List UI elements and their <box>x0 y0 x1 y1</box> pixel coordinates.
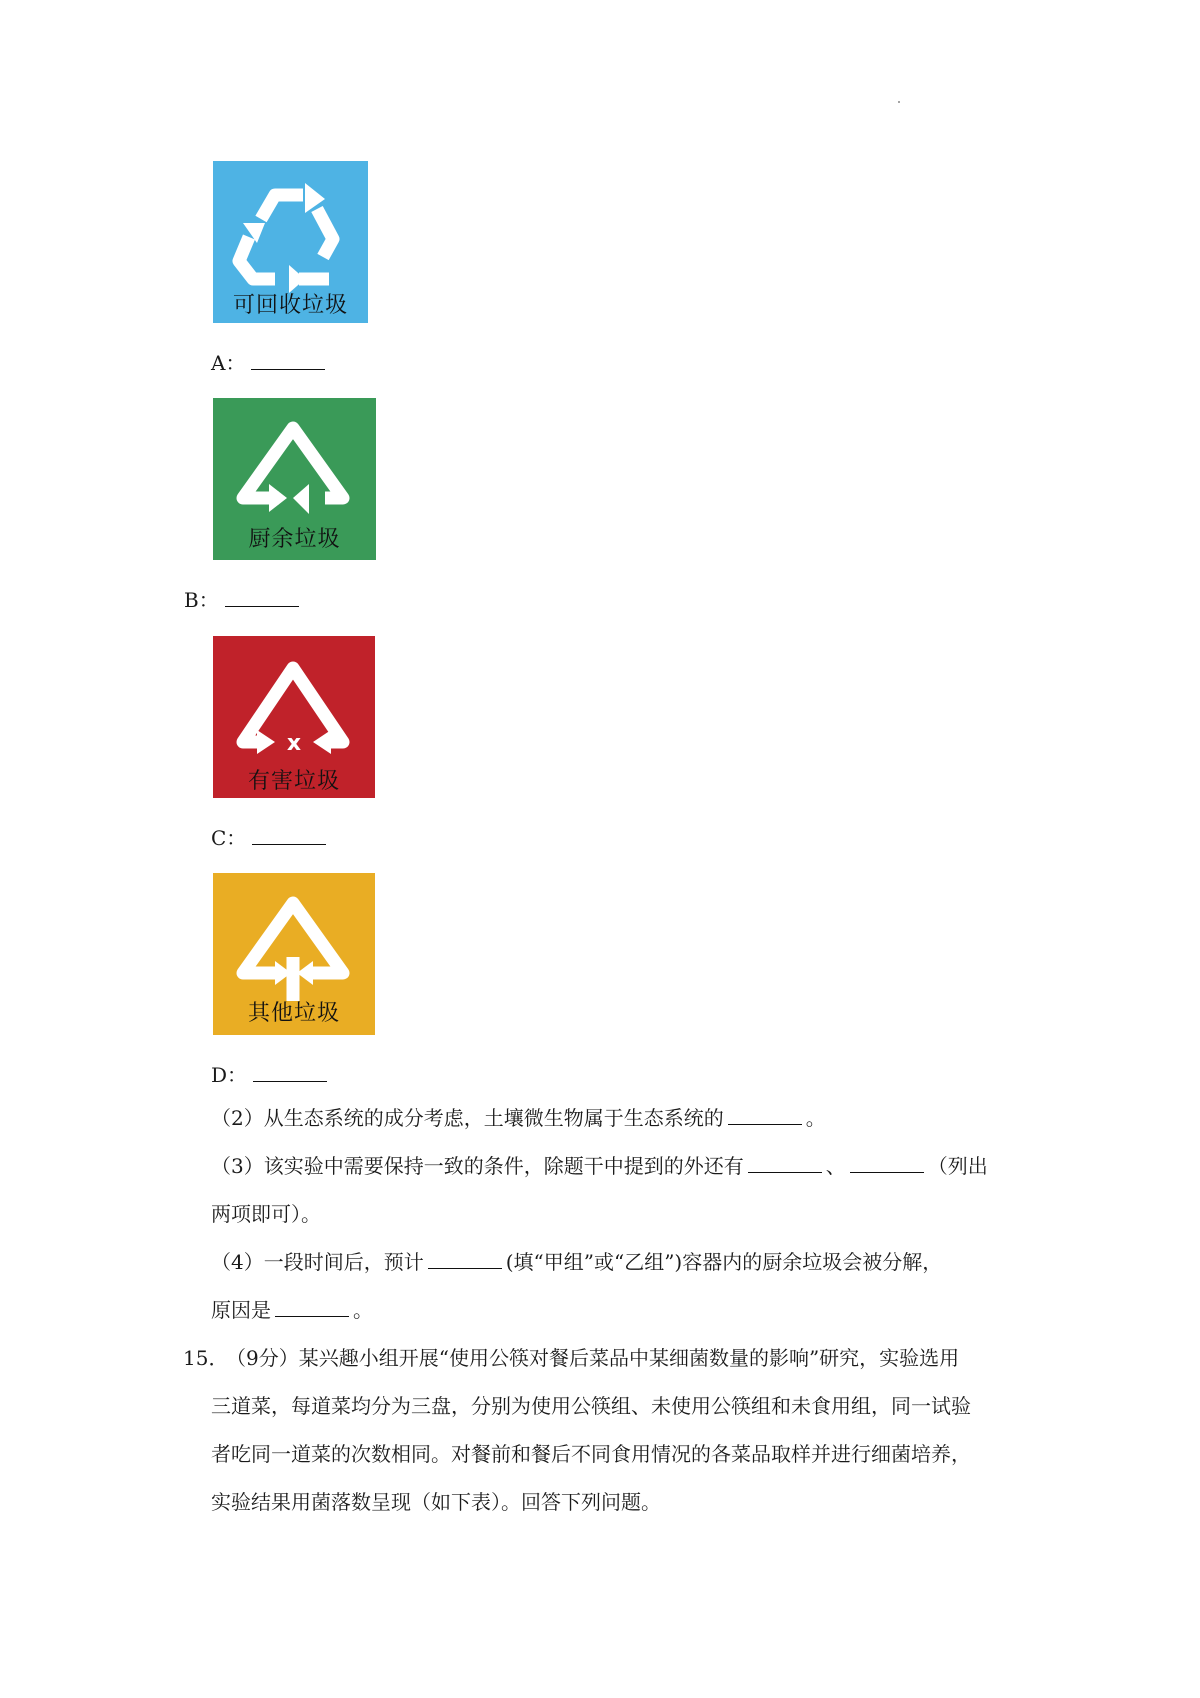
option-label: A： <box>211 351 246 375</box>
option-label: B： <box>184 588 219 612</box>
question-text: （2）从生态系统的成分考虑，土壤微生物属于生态系统的 <box>211 1106 724 1130</box>
question-text: (填“甲组”或“乙组”)容器内的厨余垃圾会被分解， <box>505 1250 943 1274</box>
option-a-line <box>211 351 325 375</box>
question-text: （3）该实验中需要保持一致的条件，除题干中提到的外还有 <box>211 1154 744 1178</box>
sign-caption: 有害垃圾 <box>247 769 340 794</box>
question-4-line-1 <box>211 1238 942 1286</box>
option-c-line <box>211 826 326 850</box>
question-15-number: 15． <box>183 1346 229 1370</box>
answer-blank <box>251 351 325 370</box>
hazardous-waste-sign <box>213 636 375 798</box>
answer-blank <box>225 588 299 607</box>
recyclable-waste-sign <box>213 161 368 323</box>
sign-caption: 可回收垃圾 <box>232 293 348 318</box>
question-text: 。 <box>353 1298 373 1322</box>
question-text: 原因是 <box>211 1298 271 1322</box>
question-text: 两项即可）。 <box>211 1202 321 1226</box>
question-2 <box>211 1094 826 1142</box>
option-label: C： <box>211 826 247 850</box>
scan-dot <box>898 101 900 103</box>
question-15-line-3: 者吃同一道菜的次数相同。对餐前和餐后不同食用情况的各菜品取样并进行细菌培养， <box>211 1442 971 1466</box>
question-15-line-2: 三道菜，每道菜均分为三盘，分别为使用公筷组、未使用公筷组和未食用组，同一试验 <box>211 1394 971 1418</box>
question-15-line-1: （9分）某兴趣小组开展“使用公筷对餐后菜品中某细菌数量的影响”研究，实验选用 <box>226 1346 960 1370</box>
sign-caption: 其他垃圾 <box>247 1001 340 1026</box>
answer-blank <box>428 1250 502 1269</box>
question-text: 。 <box>805 1106 826 1130</box>
answer-blank <box>748 1154 822 1173</box>
question-3-line-1 <box>211 1142 988 1190</box>
answer-blank <box>275 1298 349 1317</box>
sign-caption: 厨余垃圾 <box>248 527 341 552</box>
kitchen-waste-sign <box>213 398 376 560</box>
answer-blank <box>728 1106 802 1125</box>
question-text: 、 <box>825 1154 846 1178</box>
question-3-line-2 <box>211 1190 321 1238</box>
other-waste-sign <box>213 873 375 1035</box>
question-4-line-2 <box>211 1286 373 1334</box>
option-b-line <box>184 588 299 612</box>
answer-blank <box>253 1063 327 1082</box>
answer-blank <box>252 826 326 845</box>
option-d-line <box>211 1063 327 1087</box>
question-text: （列出 <box>927 1154 988 1178</box>
question-15-line-4: 实验结果用菌落数呈现（如下表）。回答下列问题。 <box>211 1490 661 1514</box>
question-text: （4）一段时间后，预计 <box>211 1250 424 1274</box>
svg-text:x: x <box>286 731 302 756</box>
answer-blank <box>850 1154 924 1173</box>
option-label: D： <box>211 1063 248 1087</box>
